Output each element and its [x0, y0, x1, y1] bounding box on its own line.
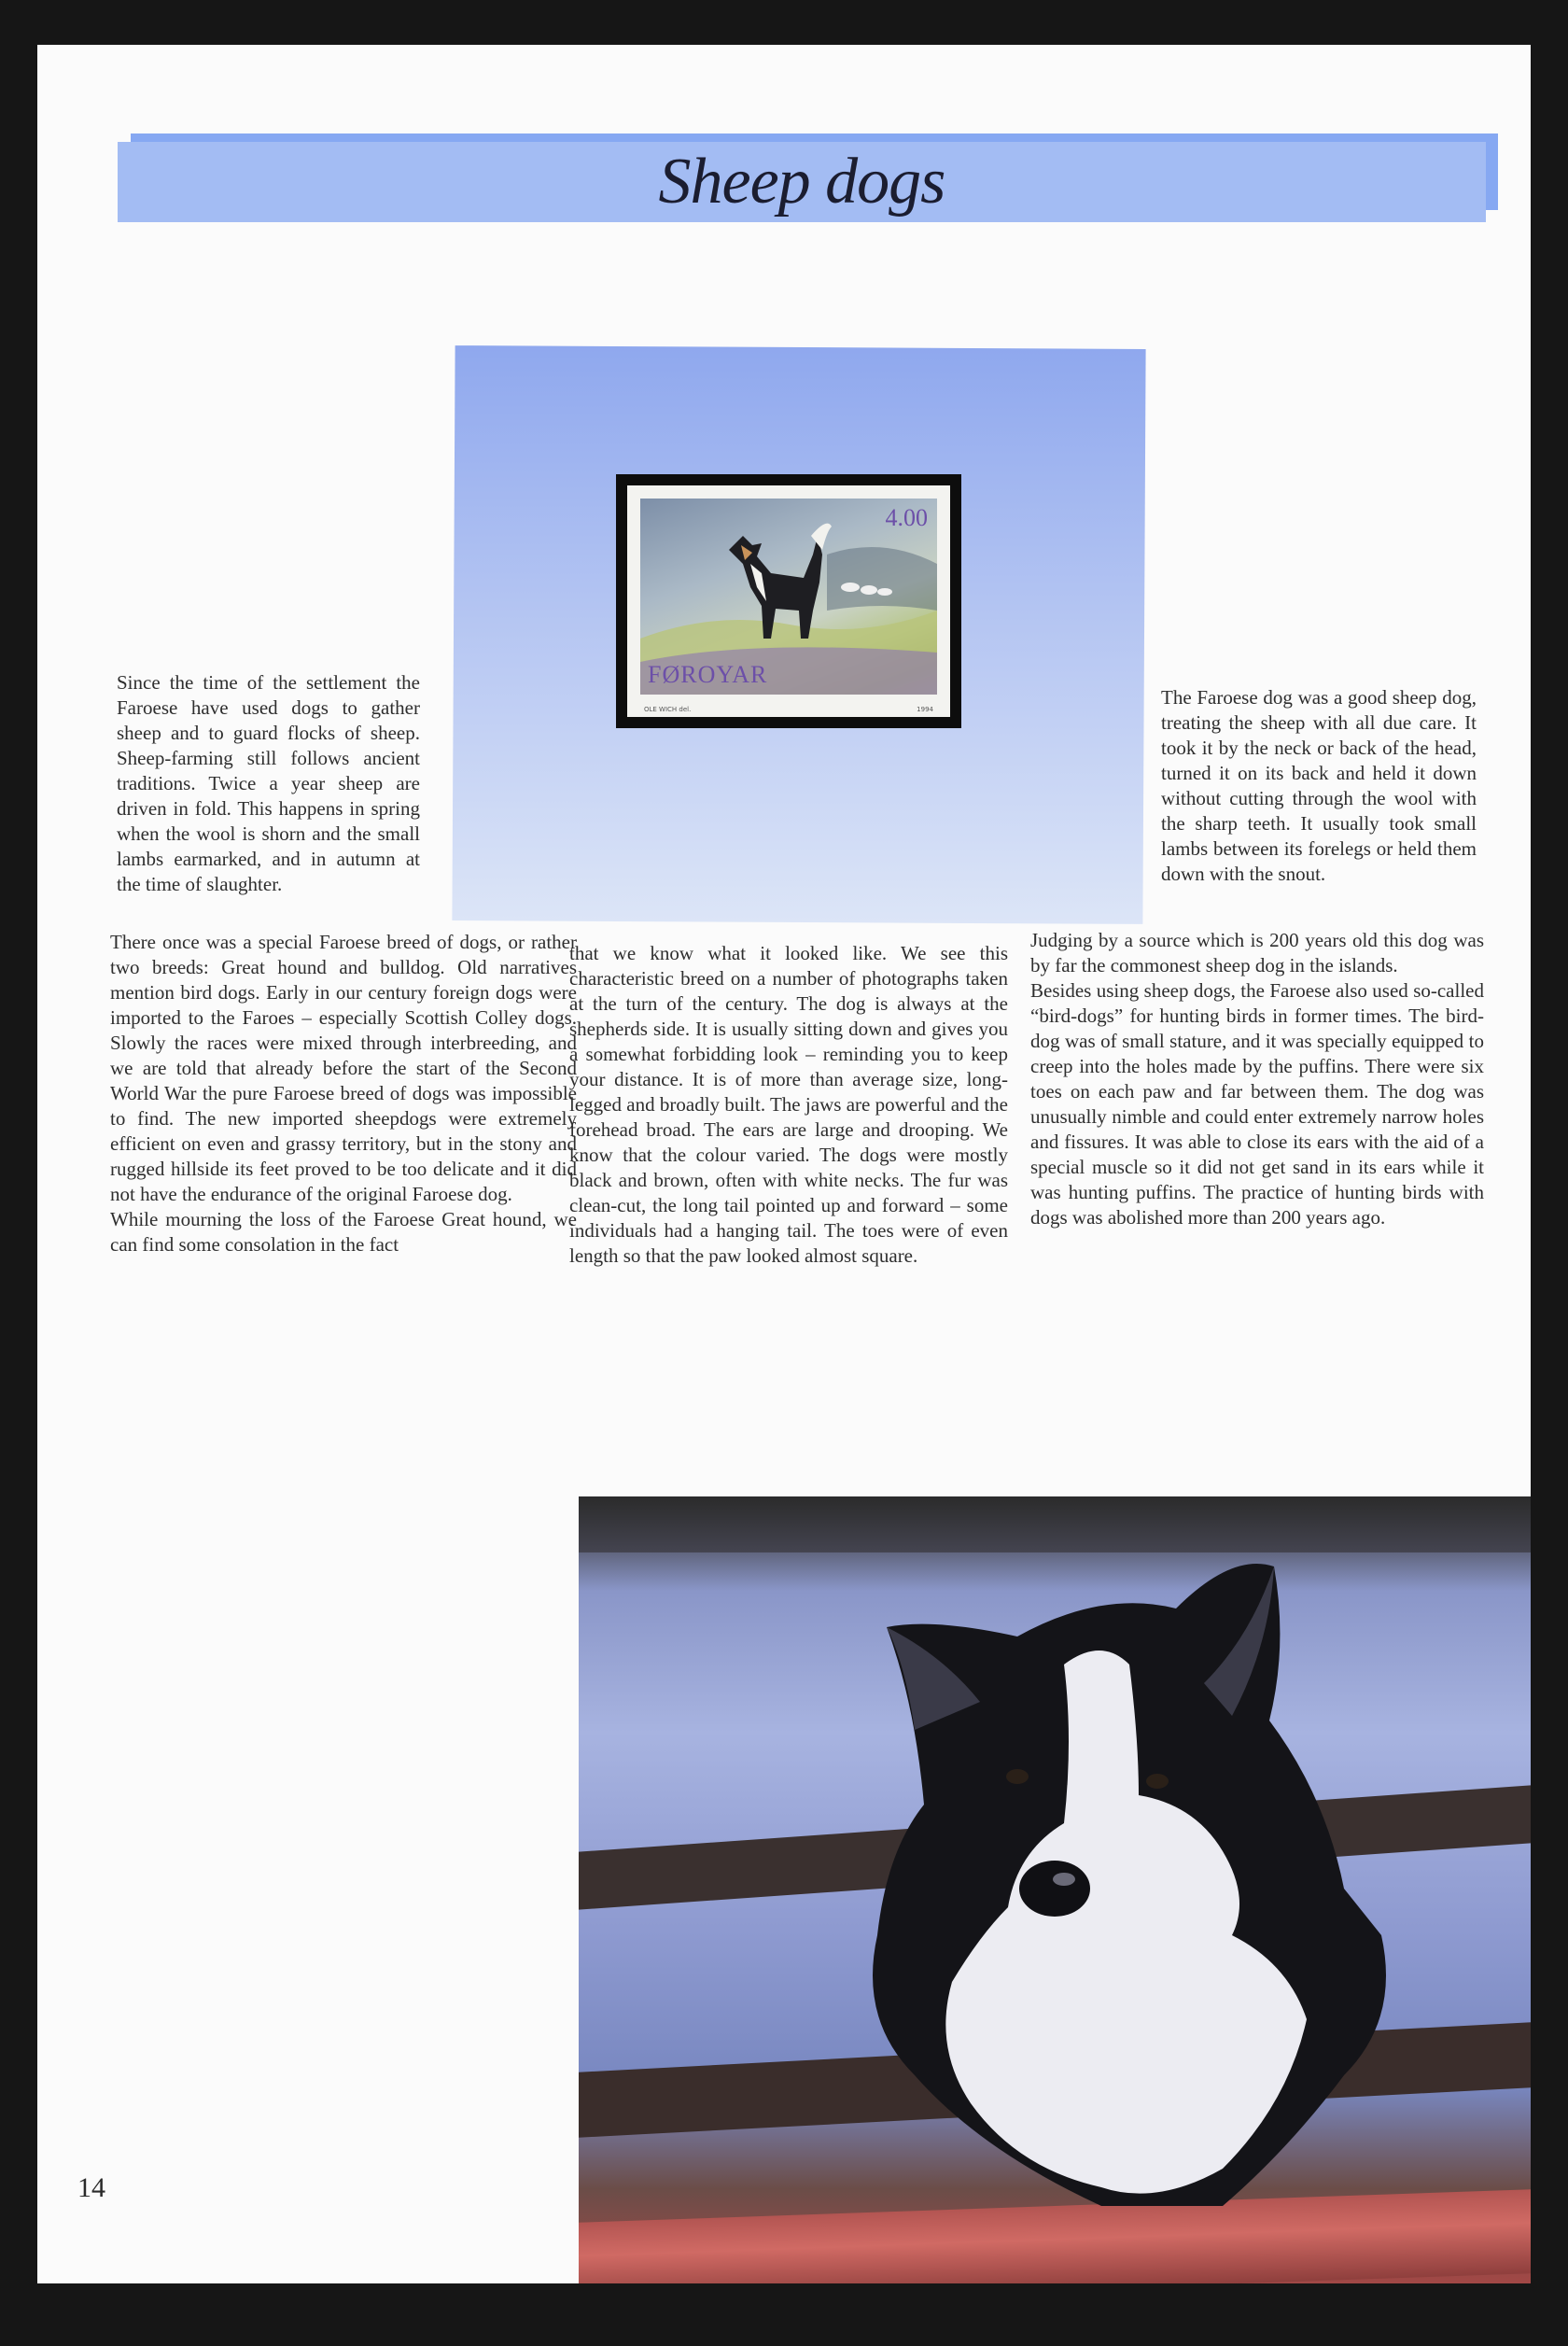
dog-photograph — [579, 1496, 1531, 2283]
stamp-year: 1994 — [917, 706, 933, 713]
paragraph: that we know what it looked like. We see this characteristic breed on a number of photographs taken at the turn of the century. The dog is always at the shepherds side. It is usually sitting down and gives you a somewhat forbidding look – reminding you to keep your distance. It is of more than average size, long-legged and broadly built. The jaws are powerful and the forehead broad. The ears are large and drooping. We know that the colour varied. The dogs were mostly black and brown, often with white necks. The fur was clean-cut, the long tail pointed up and forward – some individuals had a hanging tail. The toes were of even length so that the paw looked almost square. — [569, 942, 1008, 1267]
paragraph: There once was a special Faroese breed of dogs, or rather two breeds: Great hound and bulldog. Old narratives mention bird dogs. Early in our century foreign dogs were imported to the Faroes – especially Scottish Colley dogs. Slowly the races were mixed through interbreeding, and we are told that already before the start of the Second World War the pure Faroese breed of dogs was impossible to find. The new imported sheepdogs were extremely efficient on even and grassy territory, but in the stony and rugged hillside its feet proved to be too delicate and it did not have the endurance of the original Faroese dog. — [110, 931, 577, 1205]
intro-paragraph — [117, 670, 420, 897]
dog-photo-subject — [579, 1496, 1531, 2283]
paragraph: Judging by a source which is 200 years old this dog was by far the commonest sheep dog in the islands. — [1030, 929, 1484, 976]
stamp-country: FØROYAR — [648, 661, 768, 688]
album-page — [37, 45, 1531, 2283]
text-column-middle — [569, 941, 1008, 1269]
stamp-credit: OLE WICH del. — [644, 706, 692, 713]
text-column-left — [110, 930, 577, 1257]
page-number: 14 — [77, 2172, 105, 2203]
paragraph: While mourning the loss of the Faroese Great hound, we can find some consolation in the fact — [110, 1208, 577, 1256]
intro-text: Since the time of the settlement the Faroese have used dogs to gather sheep and to guard flocks of sheep. Sheep-farming still follows ancient traditions. Twice a year sheep are driven in fold. This happens in spring when the wool is shorn and the small lambs earmarked, and in autumn at the time of slaughter. — [117, 671, 420, 895]
stamp-mount — [616, 474, 961, 728]
stamp — [627, 485, 950, 717]
title-band — [118, 142, 1486, 222]
stamp-artwork — [640, 499, 937, 695]
page-title: Sheep dogs — [658, 146, 945, 218]
paragraph: The Faroese dog was a good sheep dog, treating the sheep with all due care. It took it by the neck or back of the head, turned it on its back and held it down without cutting through the wool with the sharp teeth. It usually took small lambs between its forelegs or held them down with the snout. — [1161, 686, 1477, 885]
paragraph: Besides using sheep dogs, the Faroese also used so-called “bird-dogs” for hunting birds in former times. The bird-dog was of small stature, and it was specially equipped to creep into the holes made by the puffins. There were six toes on each paw and far between them. The dog was unusually nimble and could enter extremely narrow holes and fissures. It was able to close its ears with the aid of a special muscle so it did not get sand in its ears while it was hunting puffins. The practice of hunting birds with dogs was abolished more than 200 years ago. — [1030, 979, 1484, 1229]
text-column-right-top — [1161, 685, 1477, 887]
stamp-value: 4.00 — [885, 504, 928, 531]
text-column-right — [1030, 928, 1484, 1230]
